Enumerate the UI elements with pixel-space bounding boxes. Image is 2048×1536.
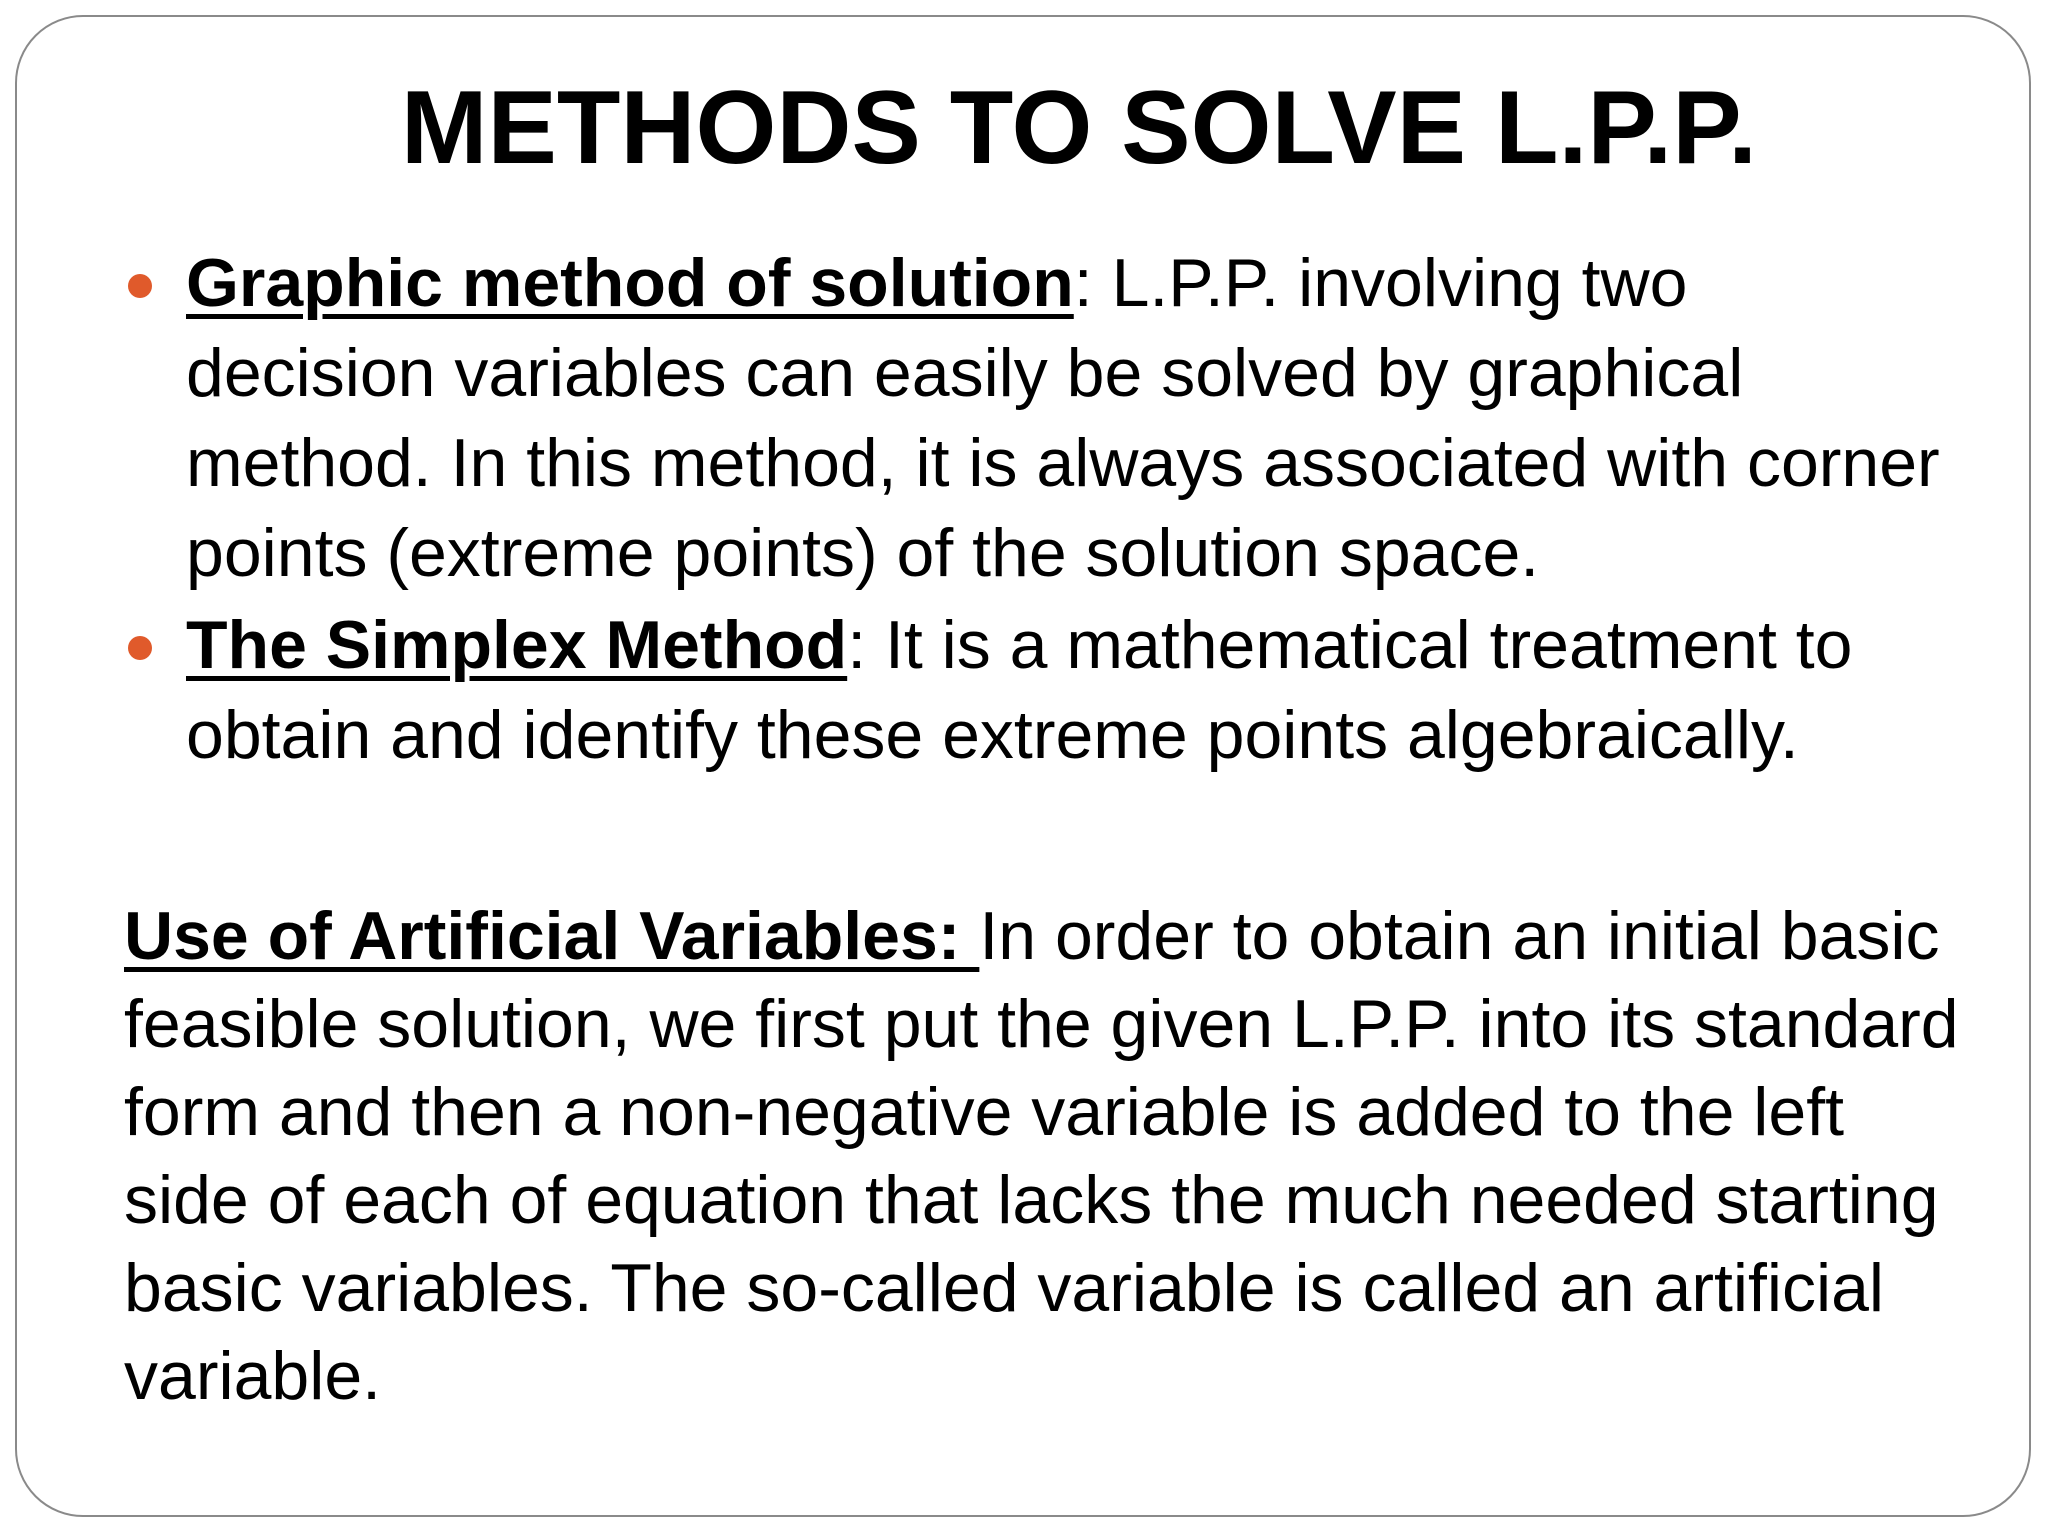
bullet-text: L.P.P. involving two decision variables can easily be solved by graphical method. In this method, it is always associated with corner points (extreme points) of the solution space. [186,245,1940,591]
bullet-term: The Simplex Method [186,607,848,683]
bullet-text: It is a mathematical treatment to obtain and identify these extreme points algebraically. [186,607,1853,773]
bullet-list [186,238,1946,782]
bullet-item-simplex-method [186,600,1946,780]
slide-title: METHODS TO SOLVE L.P.P. [400,70,1758,186]
bullet-separator: : [1073,245,1093,321]
artificial-variables-paragraph [124,892,1984,1420]
bullet-item-graphic-method [186,238,1946,598]
bullet-dot-icon [128,274,152,298]
paragraph-text: In order to obtain an initial basic feasible solution, we first put the given L.P.P. into its standard form and then a non-negative variable is added to the left side of each of equation that lacks the much needed starting basic variables. The so-called variable is called an artificial variable. [124,898,1959,1414]
paragraph-term: Use of Artificial Variables: [124,898,980,974]
bullet-dot-icon [128,636,152,660]
bullet-separator: : [847,607,867,683]
bullet-term: Graphic method of solution [186,245,1074,321]
